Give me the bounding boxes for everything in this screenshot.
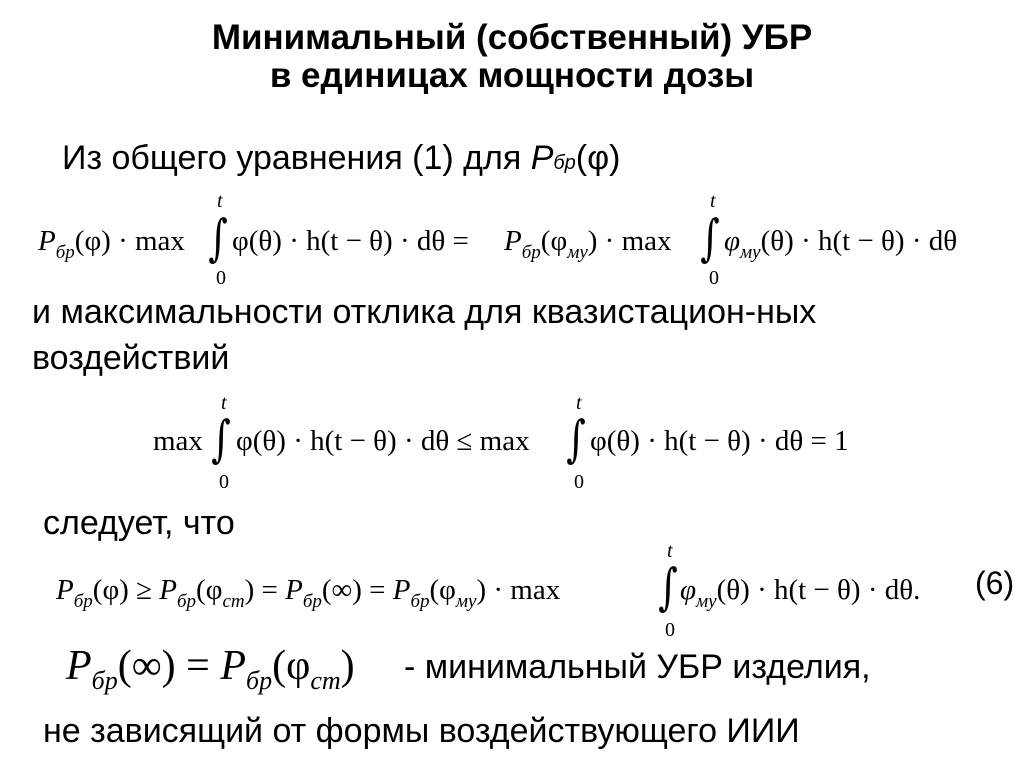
intro-P: P bbox=[530, 139, 554, 177]
eq1-right-integrand-rest: (θ) · h(t − θ) · dθ bbox=[760, 225, 958, 257]
eq2-int2-lower: 0 bbox=[574, 471, 584, 493]
eq1-integral-1: ∫ bbox=[208, 209, 228, 267]
eq1-left-rest: (φ) · max bbox=[74, 225, 185, 257]
eq1-left-integrand: φ(θ) · h(t − θ) · dθ = bbox=[232, 225, 469, 257]
eq1-right-P: P bbox=[504, 225, 522, 257]
eq3-s1: бр bbox=[73, 591, 93, 612]
eq3-phi-sub: му bbox=[696, 591, 717, 612]
eq3-p2: P bbox=[159, 574, 177, 606]
eq3-s2: бр bbox=[176, 591, 197, 612]
eq3-p3: P bbox=[285, 574, 303, 606]
eq2-int2-upper: t bbox=[576, 392, 582, 414]
eq2-max: max bbox=[153, 425, 203, 457]
intro-sub: бр bbox=[553, 152, 576, 174]
equation-number: (6) bbox=[975, 565, 1015, 601]
eq1-int1-upper: t bbox=[217, 190, 223, 212]
eq1-left-sub: бр bbox=[55, 242, 75, 263]
eq4-p1: P bbox=[66, 643, 92, 689]
eq1-int1-lower: 0 bbox=[216, 267, 226, 289]
equation-4 bbox=[66, 642, 355, 695]
eq2-int1-lower: 0 bbox=[219, 471, 229, 493]
max-response-text: и максимальности отклика для квазистацион-ных bbox=[32, 293, 817, 331]
eq3-integral: ∫ bbox=[658, 558, 678, 616]
eq2-integrand-2: φ(θ) · h(t − θ) · dθ = 1 bbox=[590, 425, 849, 457]
independence-text: не зависящий от формы воздействующего ИИИ bbox=[43, 712, 800, 750]
eq1-right-arg-open: (φ bbox=[540, 225, 568, 257]
eq4-a2b: ) bbox=[340, 643, 355, 689]
eq1-left bbox=[38, 224, 185, 262]
eq4-s1: бр bbox=[91, 666, 118, 695]
eq3-a2s: ст bbox=[222, 591, 245, 612]
eq1-right-sub: бр bbox=[521, 242, 541, 263]
eq1-right-arg-sub: му bbox=[567, 242, 588, 263]
follows-text: следует, что bbox=[43, 504, 235, 542]
eq1-right-phi-sub: му bbox=[740, 242, 761, 263]
eq4-a2s: ст bbox=[310, 666, 341, 695]
slide-title-line1: Минимальный (собственный) УБР bbox=[211, 18, 813, 57]
eq4-s2: бр bbox=[246, 666, 273, 695]
eq3-phi: φ bbox=[680, 574, 697, 606]
eq2-integral-2: ∫ bbox=[566, 410, 586, 468]
eq1-right-phi: φ bbox=[724, 225, 741, 257]
eq1-right bbox=[504, 224, 672, 262]
eq3-a4s: му bbox=[455, 591, 477, 612]
intro-text-main: Из общего уравнения (1) для bbox=[62, 139, 531, 177]
eq3-int-lower: 0 bbox=[665, 619, 675, 641]
min-desc-text: - минимальный УБР изделия, bbox=[404, 648, 871, 686]
eq4-p2: P bbox=[220, 643, 246, 689]
eq3-a2b: ) = bbox=[244, 574, 286, 606]
eq2-int1-upper: t bbox=[221, 392, 227, 414]
max-response-text-2: воздействий bbox=[32, 339, 230, 377]
eq3-s4: бр bbox=[410, 591, 430, 612]
eq1-int2-lower: 0 bbox=[709, 267, 719, 289]
intro-text bbox=[62, 138, 620, 183]
eq1-int2-upper: t bbox=[710, 190, 716, 212]
eq1-right-integrand bbox=[724, 224, 957, 262]
eq3-chain bbox=[56, 573, 560, 611]
eq3-a4a: (φ bbox=[429, 574, 456, 606]
eq3-a1: (φ) ≥ bbox=[92, 574, 160, 606]
eq2-integrand-1: φ(θ) · h(t − θ) · dθ ≤ max bbox=[236, 425, 530, 457]
eq3-a4b: ) · max bbox=[476, 574, 561, 606]
eq4-a1: (∞) = bbox=[117, 643, 221, 689]
eq3-integrand bbox=[680, 573, 920, 611]
eq2-integral-1: ∫ bbox=[211, 410, 231, 468]
eq1-left-P: P bbox=[38, 225, 56, 257]
eq3-s3: бр bbox=[302, 591, 322, 612]
eq3-p1: P bbox=[56, 574, 74, 606]
eq3-int-upper: t bbox=[667, 540, 673, 562]
slide-title-line2: в единицах мощности дозы bbox=[269, 56, 755, 95]
eq4-a2a: (φ bbox=[272, 643, 311, 689]
intro-arg: (φ) bbox=[575, 139, 621, 177]
eq3-integrand-rest: (θ) · h(t − θ) · dθ. bbox=[716, 574, 921, 606]
eq1-right-rest: ) · max bbox=[587, 225, 672, 257]
eq1-integral-2: ∫ bbox=[700, 209, 720, 267]
eq3-a2a: (φ bbox=[196, 574, 223, 606]
eq3-p4: P bbox=[392, 574, 411, 606]
eq3-a3: (∞) = bbox=[321, 574, 393, 606]
